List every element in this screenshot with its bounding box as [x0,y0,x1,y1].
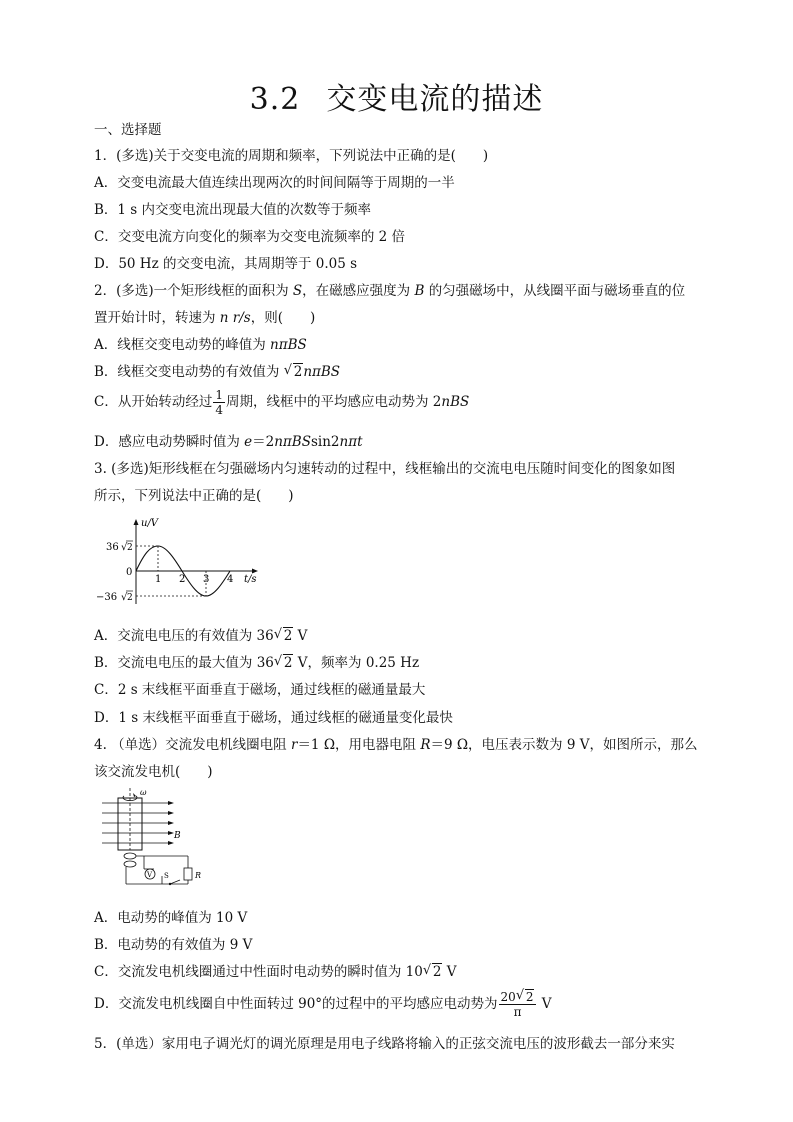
figure-r: R [195,871,202,880]
graph-x-tick-1: 1 [155,574,162,585]
q1-option-a: A．交变电流最大值连续出现两次的时间间隔等于周期的一半 [94,175,455,191]
q2-var-b: B [414,283,425,299]
q3-option-c: C．2 s 末线框平面垂直于磁场，通过线框的磁通量最大 [94,682,426,698]
q5-stem-line1: 5．(单选）家用电子调光灯的调光原理是用电子线路将输入的正弦交流电压的波形截去一部分来实 [94,1036,675,1052]
q2-d-eq: ＝2 [252,434,275,450]
q2-stem-text4b: ，则( ) [250,310,316,326]
q4-d-label: D．交流发电机线圈自中性面转过 90°的过程中的平均感应电动势为 [94,996,498,1012]
q2-stem-text1: 2．(多选)一个矩形线框的面积为 [94,283,289,299]
q4-option-b: B．电动势的有效值为 9 V [94,937,253,953]
section-heading: 一、选择题 [94,122,162,138]
q2-d-e: e [244,434,253,450]
q2-c-frac-den: 4 [215,403,223,417]
q4-d-unit: V [537,996,552,1012]
q1-option-c: C．交变电流方向变化的频率为交变电流频率的 2 倍 [94,229,406,245]
voltage-time-graph [94,516,264,608]
q4-stem-line2: 该交流发电机( ) [94,764,213,780]
q4-d-num: 20 [500,990,516,1004]
q2-a-label: A．线框交变电动势的峰值为 [94,337,266,353]
q2-b-root: 2 [293,364,303,380]
q2-stem-text2: ，在磁感应强度为 [302,283,411,299]
q1-option-b: B．1 s 内交变电流出现最大值的次数等于频率 [94,202,372,218]
q4-d-fraction [499,990,537,1019]
q3-option-a [94,624,704,644]
graph-y-top: 36 [106,542,119,553]
graph-y-bottom-root: 2 [127,593,133,603]
q2-var-s: S [292,283,303,299]
q2-c-frac-num: 1 [215,388,223,402]
q4-var-r: r [290,737,298,753]
q2-d-val2: nπBS [274,434,311,450]
q3-b-root: 2 [283,655,293,671]
q2-c-label2: 周期，线框中的平均感应电动势为 2 [225,394,442,410]
q2-stem-text3: 的匀强磁场中，从线圈平面与磁场垂直的位 [428,283,686,299]
q4-option-c [94,960,704,980]
q3-a-unit: V [293,628,308,644]
q4-stem-text1c: ＝9 Ω，电压表示数为 9 V，如图所示，那么 [430,737,698,753]
graph-y-label: u/V [141,518,159,529]
q2-option-b [94,360,704,380]
q4-c-root: 2 [432,964,442,980]
q3-stem-line2: 所示，下列说法中正确的是( ) [94,488,294,504]
q3-a-label: A．交流电电压的有效值为 36 [94,628,274,644]
graph-x-label: t/s [244,574,257,585]
q4-stem-text1b: ＝1 Ω，用电器电阻 [297,737,417,753]
figure-b: B [174,831,181,841]
q3-b-label: B．交流电电压的最大值为 36 [94,655,274,671]
q2-b-sqrt: √ 2 [283,363,303,380]
q2-option-c [94,388,704,417]
q4-c-unit: V [442,964,457,980]
q2-speed: n r/s [219,310,251,326]
graph-y-zero: 0 [126,567,133,578]
q3-stem-line1: 3. (多选)矩形线框在匀强磁场内匀速转动的过程中，线框输出的交流电电压随时间变化的图象如图 [94,461,676,477]
graph-y-bottom-sqrt: √ [121,592,128,603]
q4-option-a: A．电动势的峰值为 10 V [94,910,248,926]
q1-stem: 1．(多选)关于交变电流的周期和频率，下列说法中正确的是( ) [94,148,489,164]
q2-c-fraction [213,388,225,417]
graph-y-bottom: −36 [96,592,118,603]
q3-option-b [94,651,704,671]
q4-d-den: π [513,1005,522,1019]
q2-stem-text4a: 置开始计时，转速为 [94,310,216,326]
q2-option-a [94,333,704,353]
q2-stem-line2 [94,306,704,326]
q2-d-label: D．感应电动势瞬时值为 [94,434,240,450]
q4-c-label: C．交流发电机线圈通过中性面时电动势的瞬时值为 10 [94,964,423,980]
figure-switch: S [164,872,169,880]
q2-c-value: nBS [441,394,470,410]
page-title [0,74,793,118]
graph-x-tick-3: 3 [203,574,210,585]
q2-a-value: nπBS [270,337,307,353]
graph-x-tick-2: 2 [179,574,186,585]
title-text: 交变电流的描述 [326,82,544,117]
graph-y-top-sqrt: √ [121,542,128,553]
q2-d-sin: sin2 [310,434,340,450]
q3-option-d: D．1 s 末线框平面垂直于磁场，通过线框的磁通量变化最快 [94,710,453,726]
generator-circuit-figure [98,786,208,888]
graph-x-tick-4: 4 [227,574,234,585]
figure-omega: ω [140,788,147,797]
figure-voltmeter: V [147,871,153,879]
q3-b-unit: V，频率为 0.25 Hz [293,655,420,671]
q4-c-sqrt: √ 2 [422,963,442,980]
q2-b-value: nπBS [303,364,341,380]
q1-option-d: D．50 Hz 的交变电流，其周期等于 0.05 s [94,256,358,272]
q3-b-sqrt: √ 2 [273,654,293,671]
graph-y-top-root: 2 [127,543,133,553]
q2-option-d [94,430,704,450]
q4-d-num-root: 2 [525,990,534,1004]
q2-c-label1: C．从开始转动经过 [94,394,213,410]
q4-option-d [94,990,704,1019]
q4-stem-line1 [94,733,704,753]
title-number: 3.2 [249,82,301,117]
q2-stem-line1 [94,279,704,299]
q4-var-bigr: R [420,737,431,753]
q2-b-label: B．线框交变电动势的有效值为 [94,364,280,380]
q2-d-val3: nπt [339,434,363,450]
q4-d-num-sqrt: √ 2 [515,988,534,1004]
q3-a-sqrt: √ 2 [273,627,293,644]
q3-a-root: 2 [283,628,293,644]
q4-stem-text1a: 4. （单选）交流发电机线圈电阻 [94,737,287,753]
